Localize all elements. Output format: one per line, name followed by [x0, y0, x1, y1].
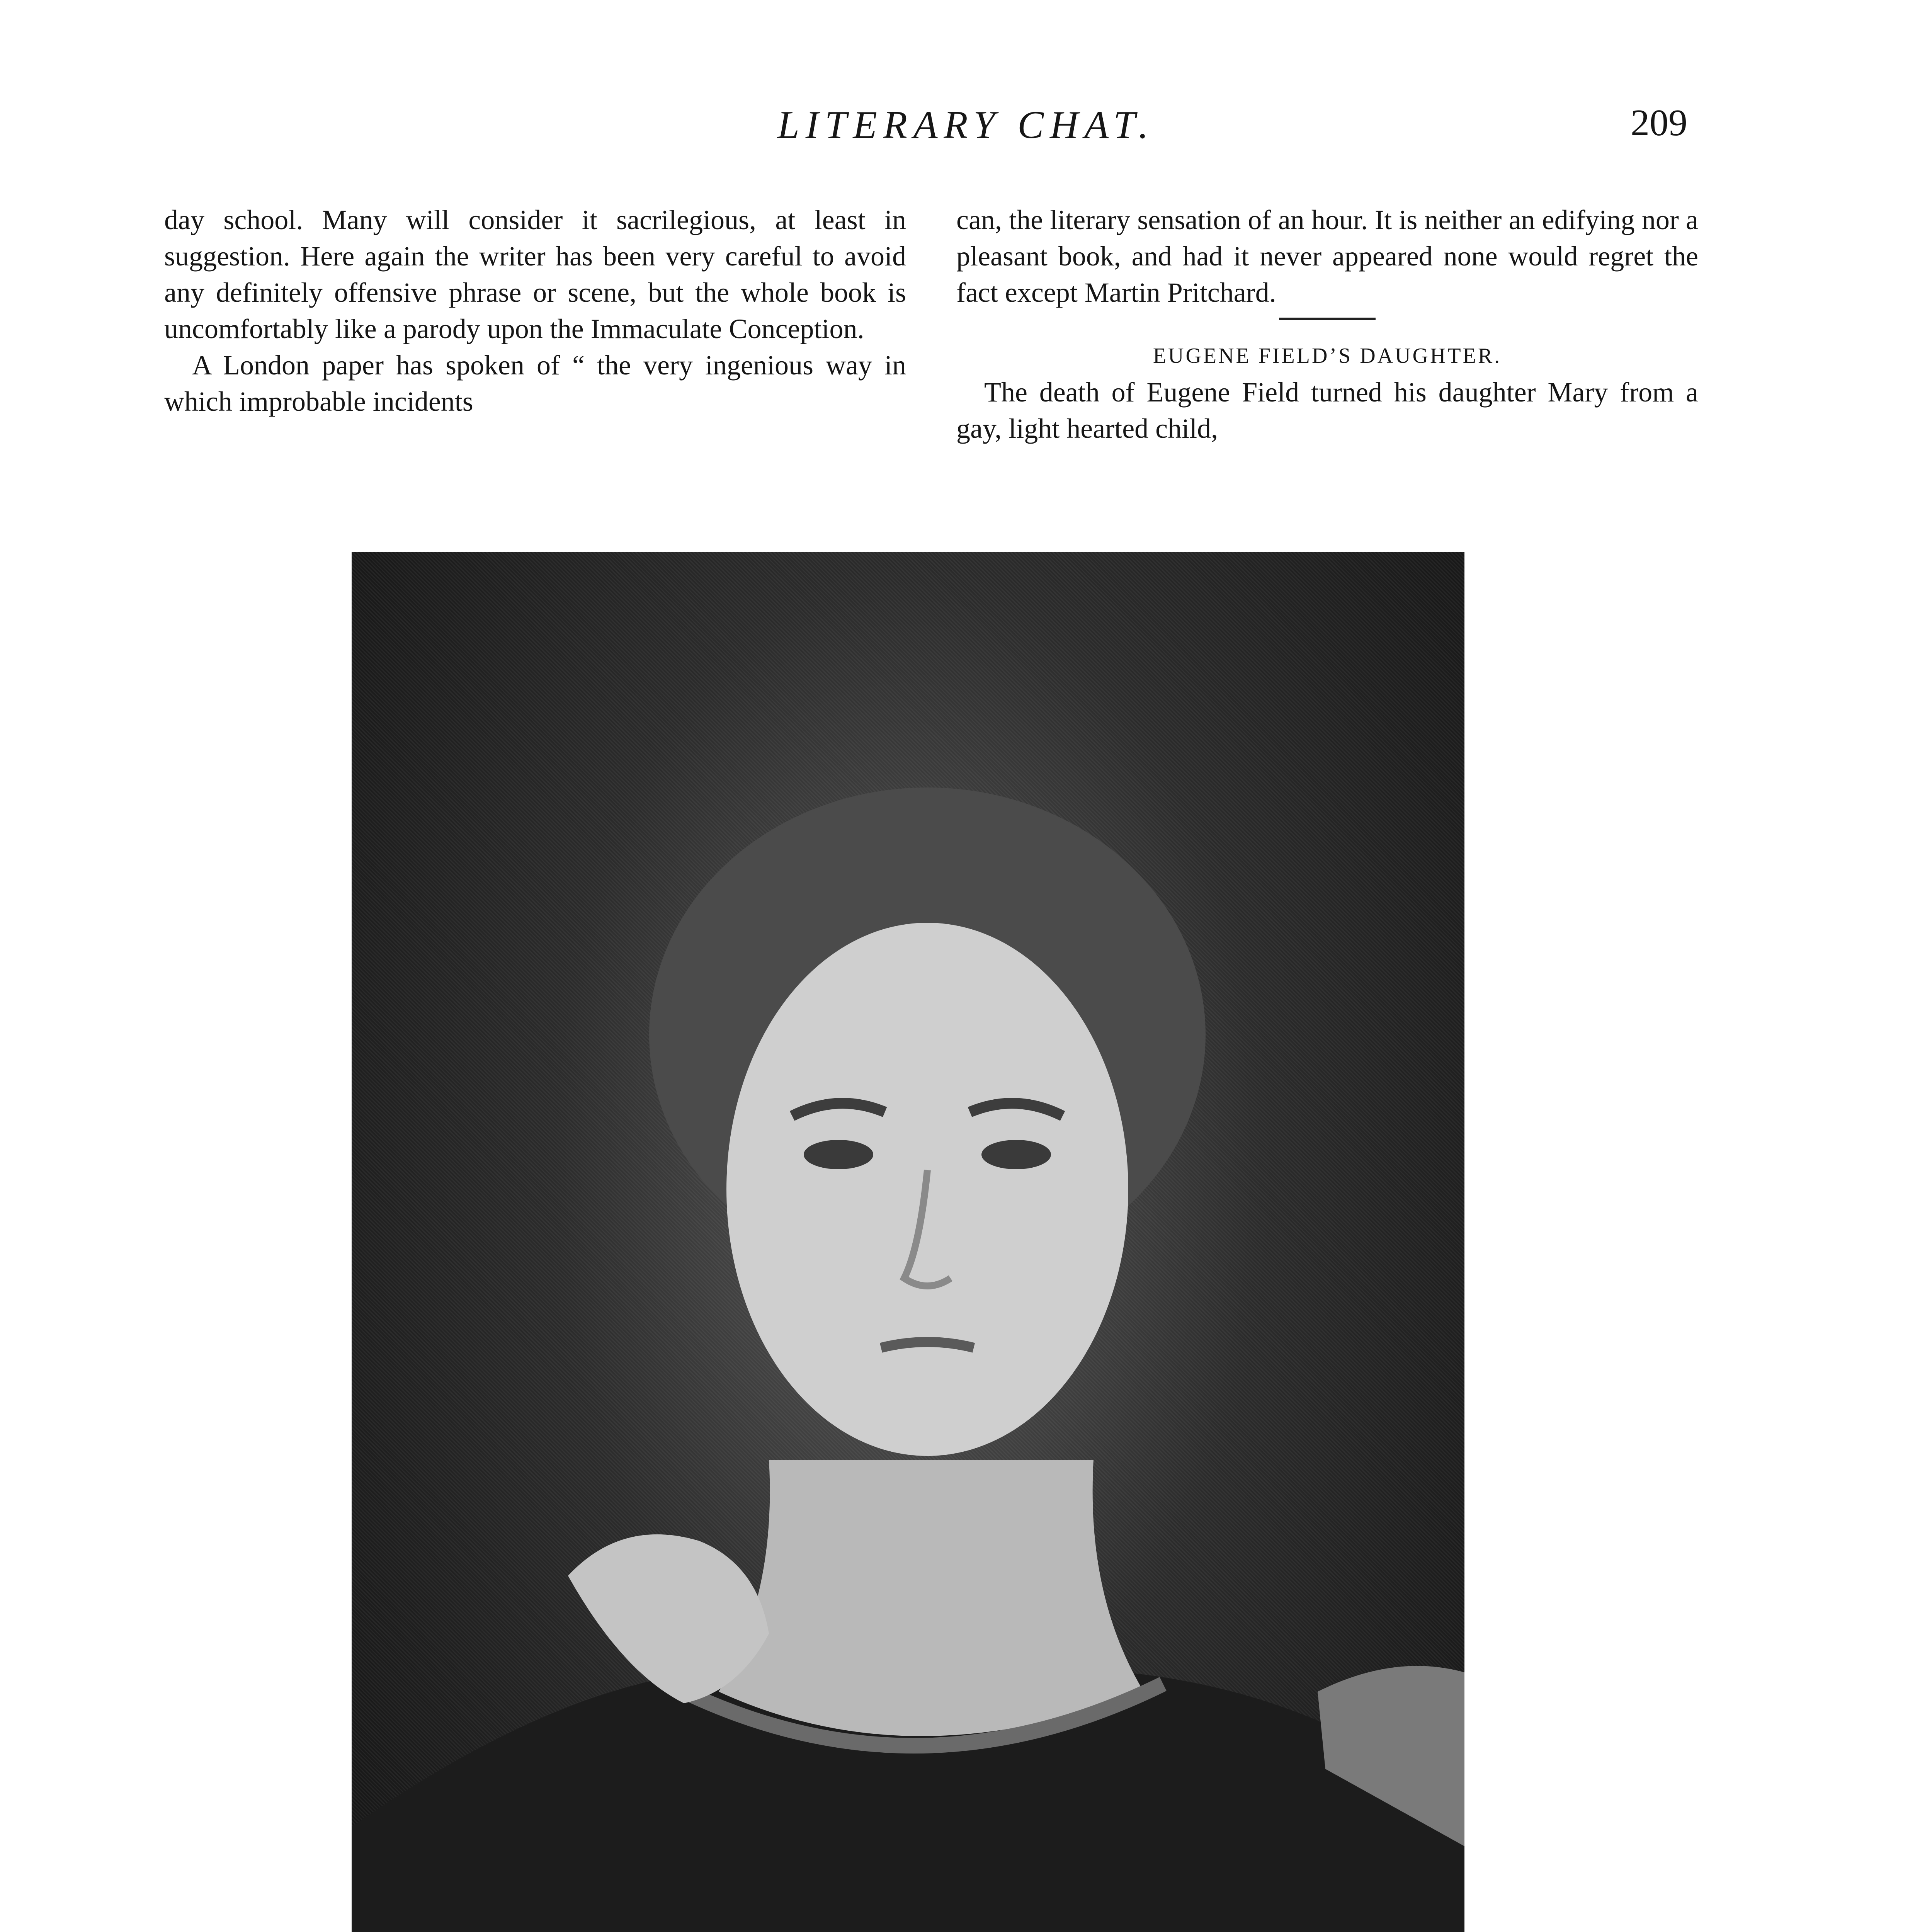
running-head: LITERARY CHAT. [777, 103, 1155, 147]
paragraph: The death of Eugene Field turned his daughter Mary from a gay, light hearted child, [956, 377, 1698, 444]
column-top-right [956, 202, 1698, 447]
paragraph: day school. Many will consider it sacrilegious, at least in suggestion. Here again the writer has been very careful to avoid any definitely offensive phrase or scene, but the whole book is uncomfortably like a parody upon the Immaculate Conception. [164, 204, 906, 344]
page-number: 209 [1631, 102, 1687, 144]
paragraph: can, the literary sensation of an hour. It is neither an edifying nor a pleasant book, and had it never appeared none would regret the fact except Martin Pritchard. [956, 204, 1698, 308]
paragraph: A London paper has spoken of “ the very ingenious way in which improbable incidents [164, 350, 906, 417]
section-divider [1279, 318, 1376, 320]
portrait-engraving [352, 552, 1464, 1932]
section-subheading: EUGENE FIELD’S DAUGHTER. [1153, 344, 1502, 368]
portrait-photograph [352, 552, 1464, 1932]
column-top-left [164, 202, 906, 420]
